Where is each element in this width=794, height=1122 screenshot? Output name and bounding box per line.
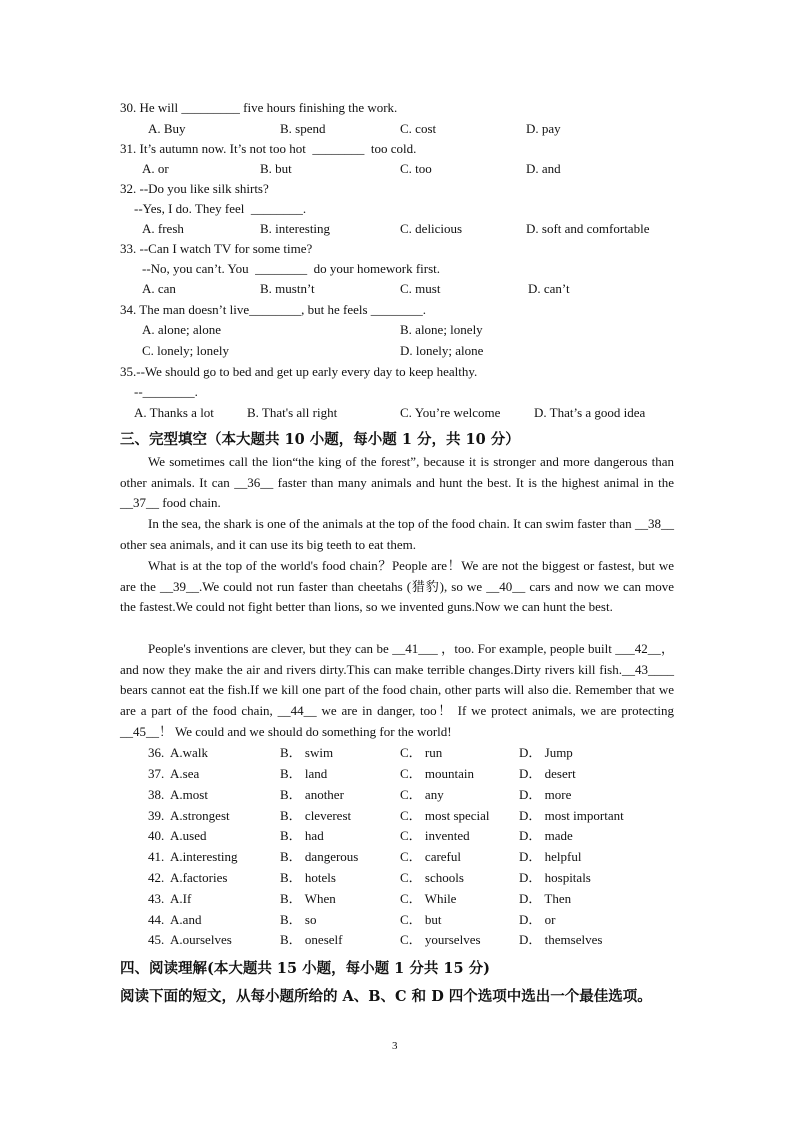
cloze-43-option-a: 43. A.If bbox=[148, 891, 192, 906]
question-30-stem: 30. He will _________ five hours finishing the work. bbox=[120, 100, 398, 115]
cloze-44-option-c: C． but bbox=[400, 912, 442, 927]
question-32-reply: --Yes, I do. They feel ________. bbox=[134, 201, 307, 216]
question-35-option-a: A. Thanks a lot bbox=[134, 405, 214, 420]
question-34-option-c: C. lonely; lonely bbox=[142, 343, 230, 358]
cloze-43-option-d: D． Then bbox=[519, 891, 572, 906]
cloze-37-option-b: B． land bbox=[280, 766, 328, 781]
question-32-option-b: B. interesting bbox=[260, 221, 331, 236]
question-34-option-b: B. alone; lonely bbox=[400, 322, 483, 337]
cloze-42-option-b: B． hotels bbox=[280, 870, 336, 885]
question-34-option-d: D. lonely; alone bbox=[400, 343, 484, 358]
cloze-44-option-a: 44. A.and bbox=[148, 912, 202, 927]
question-33-reply: --No, you can’t. You ________ do your homework first. bbox=[142, 261, 441, 276]
cloze-42-option-c: C． schools bbox=[400, 870, 464, 885]
question-35-option-b: B. That's all right bbox=[247, 405, 338, 420]
question-35-stem: 35.--We should go to bed and get up early every day to keep healthy. bbox=[120, 364, 478, 379]
cloze-41-option-c: C． careful bbox=[400, 849, 462, 864]
question-31-stem: 31. It’s autumn now. It’s not too hot ________ too cold. bbox=[120, 141, 417, 156]
question-35-option-d: D. That’s a good idea bbox=[534, 405, 646, 420]
cloze-38-option-d: D． more bbox=[519, 787, 572, 802]
page-number: 3 bbox=[392, 1040, 398, 1052]
cloze-36-option-c: C． run bbox=[400, 745, 443, 760]
cloze-41-option-d: D． helpful bbox=[519, 849, 582, 864]
cloze-42-option-d: D． hospitals bbox=[519, 870, 591, 885]
question-32-stem: 32. --Do you like silk shirts? bbox=[120, 181, 269, 196]
cloze-40-option-c: C． invented bbox=[400, 828, 470, 843]
cloze-45-option-d: D． themselves bbox=[519, 932, 603, 947]
question-31-option-b: B. but bbox=[260, 161, 292, 176]
section-4-title: 四、阅读理解(本大题共 15 小题，每小题 1 分共 15 分) bbox=[120, 960, 490, 977]
question-32-option-d: D. soft and comfortable bbox=[526, 221, 650, 236]
question-33-option-d: D. can’t bbox=[528, 281, 570, 296]
cloze-paragraph-1: We sometimes call the lion“the king of the forest”, because it is stronger and more dangerous than other animals. It can __36__ faster than many animals and hunt the best. It is the highest animal in the __37__ food chain. bbox=[120, 454, 674, 511]
question-34-option-a: A. alone; alone bbox=[142, 322, 222, 337]
cloze-39-option-c: C． most special bbox=[400, 808, 490, 823]
cloze-40-option-d: D． made bbox=[519, 828, 573, 843]
cloze-40-option-a: 40. A.used bbox=[148, 828, 207, 843]
cloze-44-option-b: B． so bbox=[280, 912, 317, 927]
question-32-option-c: C. delicious bbox=[400, 221, 463, 236]
cloze-44-option-d: D． or bbox=[519, 912, 556, 927]
question-34-stem: 34. The man doesn’t live________, but he feels ________. bbox=[120, 302, 427, 317]
cloze-paragraph-3: What is at the top of the world's food chain？People are！We are not the biggest or fastest, but we are the __39__.We could not run faster than cheetahs (猎豹), so we __40__ cars and now we can move the fastest.We could not fight better than lions, so we invented guns.Now we can hunt the best. bbox=[120, 558, 674, 615]
cloze-38-option-a: 38. A.most bbox=[148, 787, 208, 802]
cloze-45-option-c: C． yourselves bbox=[400, 932, 481, 947]
section-4-instruction: 阅读下面的短文，从每小题所给的 A、B、C 和 D 四个选项中选出一个最佳选项。 bbox=[120, 988, 652, 1005]
cloze-43-option-c: C． While bbox=[400, 891, 457, 906]
question-30-option-a: A. Buy bbox=[148, 121, 186, 136]
question-33-option-c: C. must bbox=[400, 281, 441, 296]
question-30-option-d: D. pay bbox=[526, 121, 561, 136]
cloze-42-option-a: 42. A.factories bbox=[148, 870, 228, 885]
question-31-option-c: C. too bbox=[400, 161, 432, 176]
cloze-39-option-d: D． most important bbox=[519, 808, 624, 823]
question-31-option-a: A. or bbox=[142, 161, 169, 176]
cloze-37-option-c: C． mountain bbox=[400, 766, 475, 781]
cloze-39-option-a: 39. A.strongest bbox=[148, 808, 230, 823]
cloze-37-option-a: 37. A.sea bbox=[148, 766, 200, 781]
cloze-36-option-d: D． Jump bbox=[519, 745, 573, 760]
question-33-stem: 33. --Can I watch TV for some time? bbox=[120, 241, 313, 256]
cloze-41-option-b: B． dangerous bbox=[280, 849, 359, 864]
question-30-option-c: C. cost bbox=[400, 121, 437, 136]
question-35-reply: --________. bbox=[134, 384, 198, 399]
cloze-paragraph-2: In the sea, the shark is one of the animals at the top of the food chain. It can swim faster than __38__ other sea animals, and it can use its big teeth to eat them. bbox=[120, 516, 674, 552]
cloze-45-option-b: B． oneself bbox=[280, 932, 343, 947]
cloze-41-option-a: 41. A.interesting bbox=[148, 849, 238, 864]
question-33-option-a: A. can bbox=[142, 281, 176, 296]
cloze-43-option-b: B． When bbox=[280, 891, 336, 906]
cloze-37-option-d: D． desert bbox=[519, 766, 576, 781]
question-30-option-b: B. spend bbox=[280, 121, 326, 136]
section-3-title: 三、完型填空（本大题共 10 小题，每小题 1 分，共 10 分） bbox=[120, 431, 520, 448]
cloze-36-option-b: B． swim bbox=[280, 745, 334, 760]
question-31-option-d: D. and bbox=[526, 161, 561, 176]
question-33-option-b: B. mustn’t bbox=[260, 281, 315, 296]
cloze-paragraph-4: People's inventions are clever, but they can be __41___ ，too. For example, people built ___42__， and now they make the air and rivers dirty.This can make terrible changes.Dirty rivers kill fish.__43____ bears cannot eat the fish.If we kill one part of the food chain, other parts will also die. Remember that we are a part of the food chain, __44__ we are in danger, too！ If we protect animals, we are protecting __45__！ We could and we should do something for the world! bbox=[120, 641, 674, 739]
cloze-36-option-a: 36. A.walk bbox=[148, 745, 208, 760]
question-32-option-a: A. fresh bbox=[142, 221, 184, 236]
cloze-40-option-b: B． had bbox=[280, 828, 324, 843]
cloze-38-option-b: B． another bbox=[280, 787, 344, 802]
cloze-38-option-c: C． any bbox=[400, 787, 444, 802]
cloze-45-option-a: 45. A.ourselves bbox=[148, 932, 232, 947]
question-35-option-c: C. You’re welcome bbox=[400, 405, 501, 420]
cloze-39-option-b: B． cleverest bbox=[280, 808, 352, 823]
